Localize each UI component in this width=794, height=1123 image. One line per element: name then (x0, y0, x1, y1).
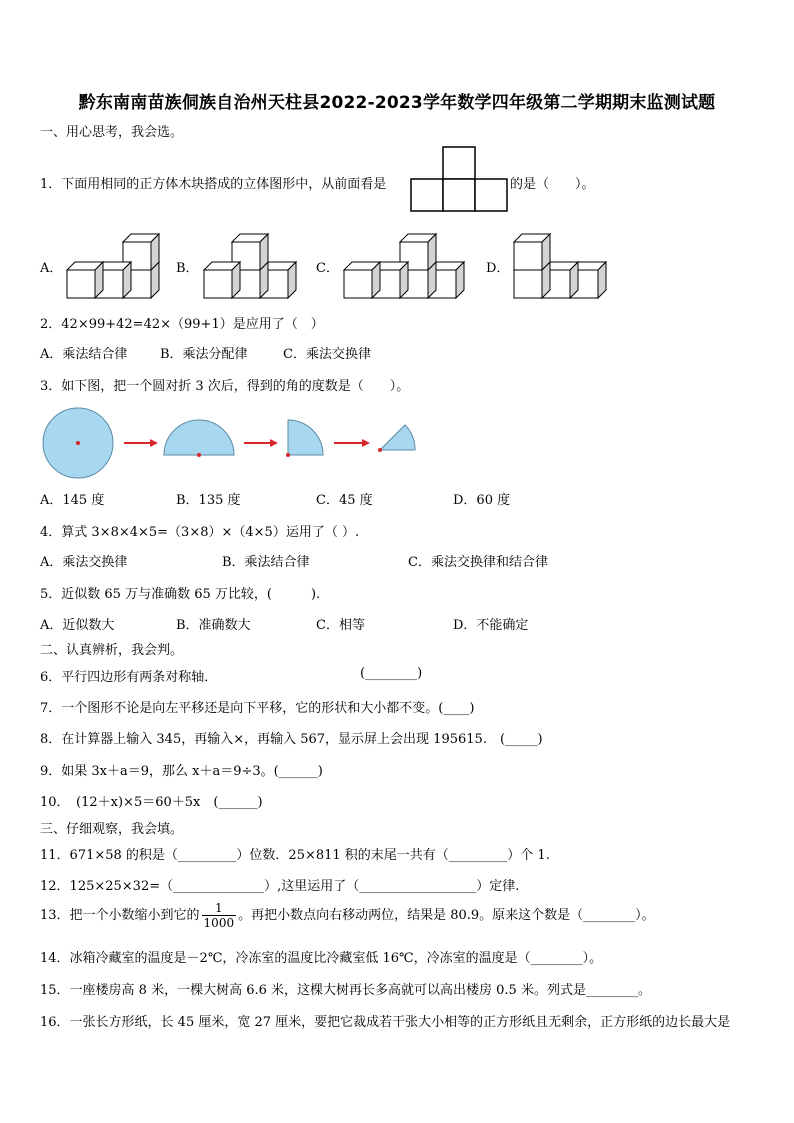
q5-option-b: B．准确数大 (176, 618, 251, 633)
q1-option-c-figure (343, 226, 473, 300)
section-2-heading: 二、认真辨析，我会判。 (40, 643, 184, 658)
q1-option-d-figure (513, 226, 623, 300)
section-1-heading: 一、用心思考，我会选。 (40, 125, 184, 140)
q1-option-b-label: B． (176, 261, 199, 276)
q1-option-c-label: C． (316, 261, 339, 276)
circle-folding-diagram (40, 410, 420, 480)
question-3-text: 3．如下图，把一个圆对折 3 次后，得到的角的度数是（ ）。 (40, 379, 410, 394)
q3-option-c: C．45 度 (316, 493, 373, 508)
section-3-heading: 三、仔细观察，我会填。 (40, 822, 184, 837)
q3-option-a: A．145 度 (40, 493, 105, 508)
cube (344, 262, 380, 298)
question-12-text: 12．125×25×32=（______________）,这里运用了（__________________）定律. (40, 879, 520, 894)
cube (67, 262, 103, 298)
q4-option-c: C．乘法交换律和结合律 (408, 555, 548, 570)
arrow-3 (334, 439, 370, 447)
question-14-text: 14．冰箱冷藏室的温度是－2℃，冷冻室的温度比冷藏室低 16℃，冷冻室的温度是（________）。 (40, 951, 603, 966)
q2-option-b: B．乘法分配律 (160, 347, 248, 362)
question-5-text: 5．近似数 65 万与准确数 65 万比较，( ). (40, 587, 321, 602)
question-13-before: 13．把一个小数缩小到它的 (40, 908, 200, 923)
q1-option-b-figure (203, 226, 313, 300)
fraction-one-thousandth: $\frac{1}{1000}$ (203, 901, 235, 930)
q3-option-d: D．60 度 (453, 493, 511, 508)
question-10-text: 10． (12＋x)×5＝60＋5x (______) (40, 795, 263, 810)
question-9-text: 9．如果 3x＋a＝9，那么 x＋a＝9÷3。(______) (40, 764, 323, 779)
eighth-circle (380, 425, 415, 450)
question-8-text: 8．在计算器上输入 345，再输入×，再输入 567，显示屏上会出现 195615. (_____) (40, 732, 543, 747)
question-6-text: 6．平行四边形有两条对称轴． (40, 670, 218, 685)
q1-option-a-label: A． (40, 261, 63, 276)
question-15-text: 15．一座楼房高 8 米，一棵大树高 6.6 米，这棵大树再长多高就可以高出楼房 0.5 米。列式是________。 (40, 983, 651, 998)
question-16-text: 16．一张长方形纸，长 45 厘米，宽 27 厘米，要把它裁成若干张大小相等的正方形纸且无剩余，正方形纸的边长最大是 (40, 1015, 731, 1030)
question-11-text: 11．671×58 的积是（_________）位数．25×811 积的末尾一共有（_________）个 1. (40, 848, 550, 863)
cube (514, 234, 550, 270)
q5-option-a: A．近似数大 (40, 618, 115, 633)
q4-option-a: A．乘法交换律 (40, 555, 128, 570)
center-dot (76, 441, 80, 445)
question-1-text: 1．下面用相同的正方体木块搭成的立体图形中，从前面看是 (40, 177, 387, 192)
q1-option-a-figure (66, 226, 176, 300)
q3-option-b: B．135 度 (176, 493, 241, 508)
question-2-text: 2．42×99+42=42×（99+1）是应用了（ ） (40, 317, 324, 332)
front-view-figure (411, 146, 507, 212)
question-6-blank[interactable]: (________) (360, 666, 423, 681)
half-circle (164, 420, 234, 455)
q2-option-a: A．乘法结合律 (40, 347, 128, 362)
question-13-after: 。再把小数点向右移动两位，结果是 80.9。原来这个数是（________）。 (238, 908, 655, 923)
question-7-text: 7．一个图形不论是向左平移还是向下平移，它的形状和大小都不变。(____) (40, 701, 475, 716)
cube (204, 262, 240, 298)
q5-option-c: C．相等 (316, 618, 365, 633)
question-4-text: 4．算式 3×8×4×5=（3×8）×（4×5）运用了（ ）. (40, 525, 360, 540)
question-13-text (40, 901, 655, 931)
question-1-text-end: 的是（ ）。 (510, 177, 595, 192)
q4-option-b: B．乘法结合律 (222, 555, 310, 570)
quarter-circle (288, 420, 323, 455)
q1-option-d-label: D． (486, 261, 510, 276)
arrow-2 (244, 439, 278, 447)
arrow-1 (124, 439, 158, 447)
q2-option-c: C．乘法交换律 (283, 347, 371, 362)
page-title: 黔东南南苗族侗族自治州天柱县2022-2023学年数学四年级第二学期期末监测试题 (78, 93, 716, 113)
q5-option-d: D．不能确定 (453, 618, 529, 633)
